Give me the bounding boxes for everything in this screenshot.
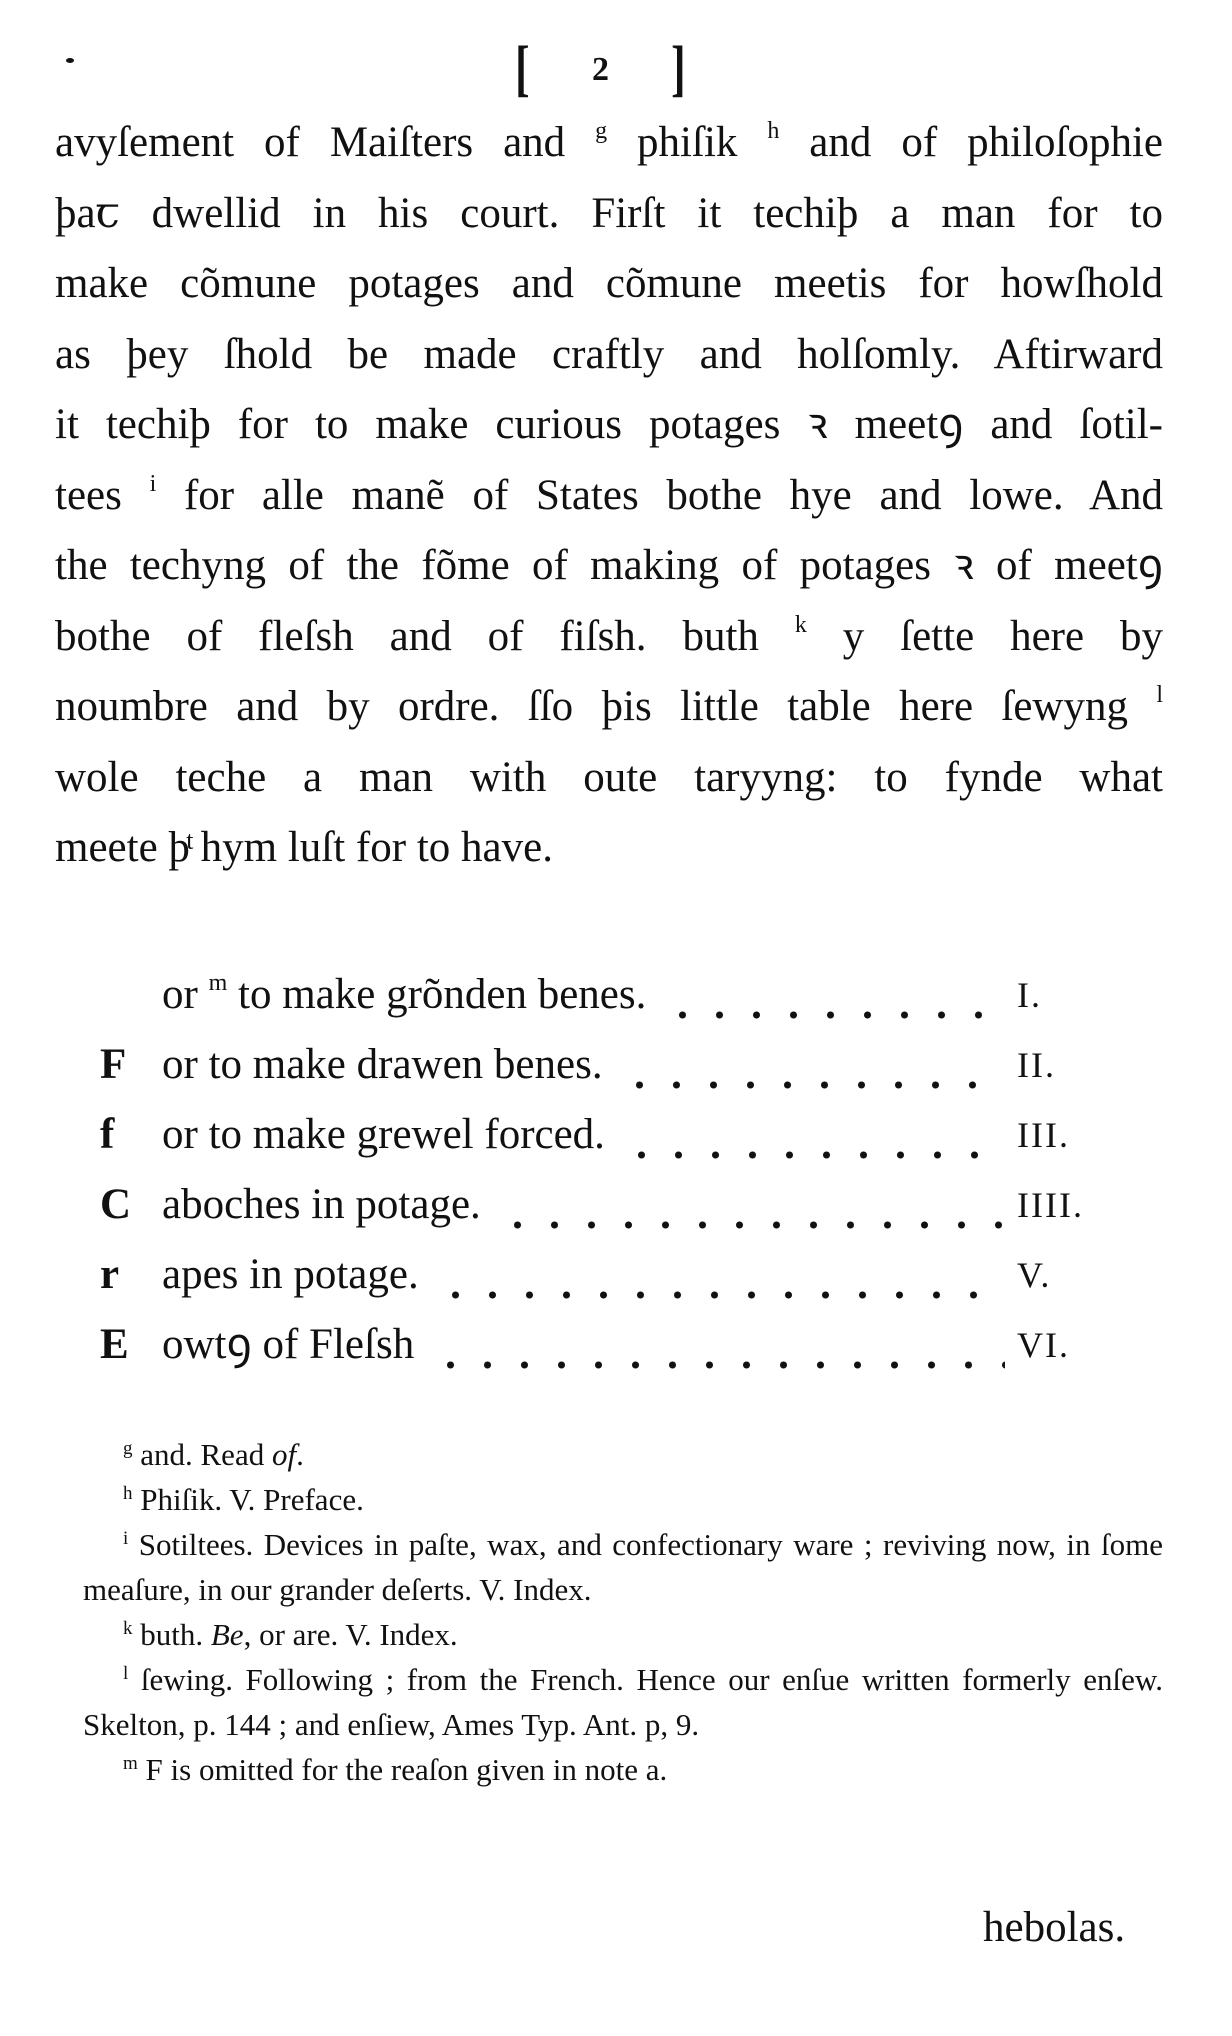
toc-entry[interactable] xyxy=(0,1245,1232,1315)
footnote-marker: i xyxy=(123,1528,129,1549)
body-line: make cõmune potages and cõmune meetis for howſhold xyxy=(55,260,1163,307)
page-number: 2 xyxy=(592,51,609,88)
toc-entry[interactable] xyxy=(0,1315,1232,1385)
toc-initial: E xyxy=(100,1321,129,1368)
body-line: the techyng of the fõme of making of potages ꝛ of meetꝯ xyxy=(55,542,1163,589)
toc-page-number: VI. xyxy=(1017,1325,1070,1365)
toc-page-number: I. xyxy=(1017,975,1042,1015)
body-line: noumbre and by ordre. ſſo þis little table here ſewyng $^l$ xyxy=(55,682,1163,730)
body-line: wole teche a man with oute taryyng: to fynde what xyxy=(55,753,1163,801)
dot-leader xyxy=(617,1105,1005,1165)
toc-title: apes in potage. xyxy=(162,1251,419,1298)
body-line: bothe of fleſsh and of fiſsh. buth $^k$ y ſette here by xyxy=(55,611,1163,660)
footnote: $^h$ Phiſik. V. Preface. xyxy=(123,1482,364,1517)
body-line: as þey ſhold be made craftly and holſomly. Aftirward xyxy=(55,330,1163,378)
body-line: it techiþ for to make curious potages ꝛ meetꝯ and ſotil- xyxy=(55,401,1163,448)
toc-title: or $^m$ to make grõnden benes. xyxy=(162,970,647,1018)
body-line: þaꞇ dwellid in his court. Firſt it techiþ a man for to xyxy=(55,189,1163,237)
footnote-reference[interactable]: k xyxy=(794,611,807,638)
body-line: avyſement of Maiſters and $^g$ phiſik $^h$ and of philoſophie xyxy=(55,118,1163,166)
toc-entry[interactable] xyxy=(0,1035,1232,1105)
table-of-contents xyxy=(0,965,1232,1385)
footnotes xyxy=(83,1432,1163,1792)
footnote: $^g$ and. Read of. xyxy=(123,1437,304,1472)
toc-title: owtꝯ of Fleſsh xyxy=(162,1321,415,1368)
page-header xyxy=(0,30,1232,110)
body-line: tees $^i$ for alle manẽ of States bothe hye and lowe. And xyxy=(55,470,1163,519)
dot-leader xyxy=(493,1175,1005,1235)
toc-entry[interactable] xyxy=(0,965,1232,1035)
toc-initial: F xyxy=(100,1041,127,1088)
dot-leader xyxy=(426,1315,1005,1375)
toc-title: or to make grewel forced. xyxy=(162,1111,605,1158)
catchword: hebolas. xyxy=(983,1904,1126,1951)
toc-page-number: III. xyxy=(1017,1115,1070,1155)
dot-leader xyxy=(658,965,1005,1025)
toc-title: aboches in potage. xyxy=(162,1181,481,1228)
dot-leader xyxy=(431,1245,1005,1305)
toc-initial: r xyxy=(100,1251,120,1298)
footnote-reference[interactable]: g xyxy=(595,118,608,144)
toc-page-number: IIII. xyxy=(1017,1185,1084,1225)
toc-page-number: V. xyxy=(1017,1255,1052,1295)
toc-page-number: II. xyxy=(1017,1045,1056,1085)
footnote-marker: k xyxy=(123,1618,133,1639)
body-paragraph xyxy=(55,108,1163,884)
ink-speck xyxy=(66,58,74,63)
footnote-italic: Be xyxy=(210,1617,244,1652)
footnote-marker: h xyxy=(123,1483,133,1504)
dot-leader xyxy=(615,1035,1005,1095)
toc-title: or to make drawen benes. xyxy=(162,1041,603,1088)
page-number-bracket-close: ] xyxy=(671,35,686,103)
footnote: $^k$ buth. Be, or are. V. Index. xyxy=(123,1617,458,1652)
page-number-bracket-open: [ xyxy=(515,35,530,103)
footnote-italic: of xyxy=(271,1437,297,1472)
body-line: meete þͭ hym luſt for to have. xyxy=(55,824,553,871)
footnote: $^m$ F is omitted for the reaſon given in note a. xyxy=(123,1752,668,1787)
footnote-reference[interactable]: h xyxy=(767,118,780,144)
footnote-marker: m xyxy=(123,1753,138,1774)
footnote-marker: l xyxy=(123,1663,129,1684)
toc-entry[interactable] xyxy=(0,1175,1232,1245)
footnote: $^i$ Sotiltees. Devices in paſte, wax, and confectionary ware ; reviving now, in ſome meaſure, in our grander deſerts. V. Index. xyxy=(83,1527,1163,1607)
footnote-marker: g xyxy=(123,1438,133,1459)
footnote-reference[interactable]: l xyxy=(1156,682,1163,708)
footnote-reference[interactable]: m xyxy=(208,970,228,996)
footnote: $^l$ ſewing. Following ; from the French. Hence our enſue written formerly enſew. Skelton, p. 144 ; and enſiew, Ames Typ. Ant. p, 9. xyxy=(83,1662,1163,1742)
toc-initial: f xyxy=(100,1111,115,1158)
toc-initial: C xyxy=(100,1181,132,1228)
toc-entry[interactable] xyxy=(0,1105,1232,1175)
footnote-reference[interactable]: i xyxy=(149,470,157,497)
